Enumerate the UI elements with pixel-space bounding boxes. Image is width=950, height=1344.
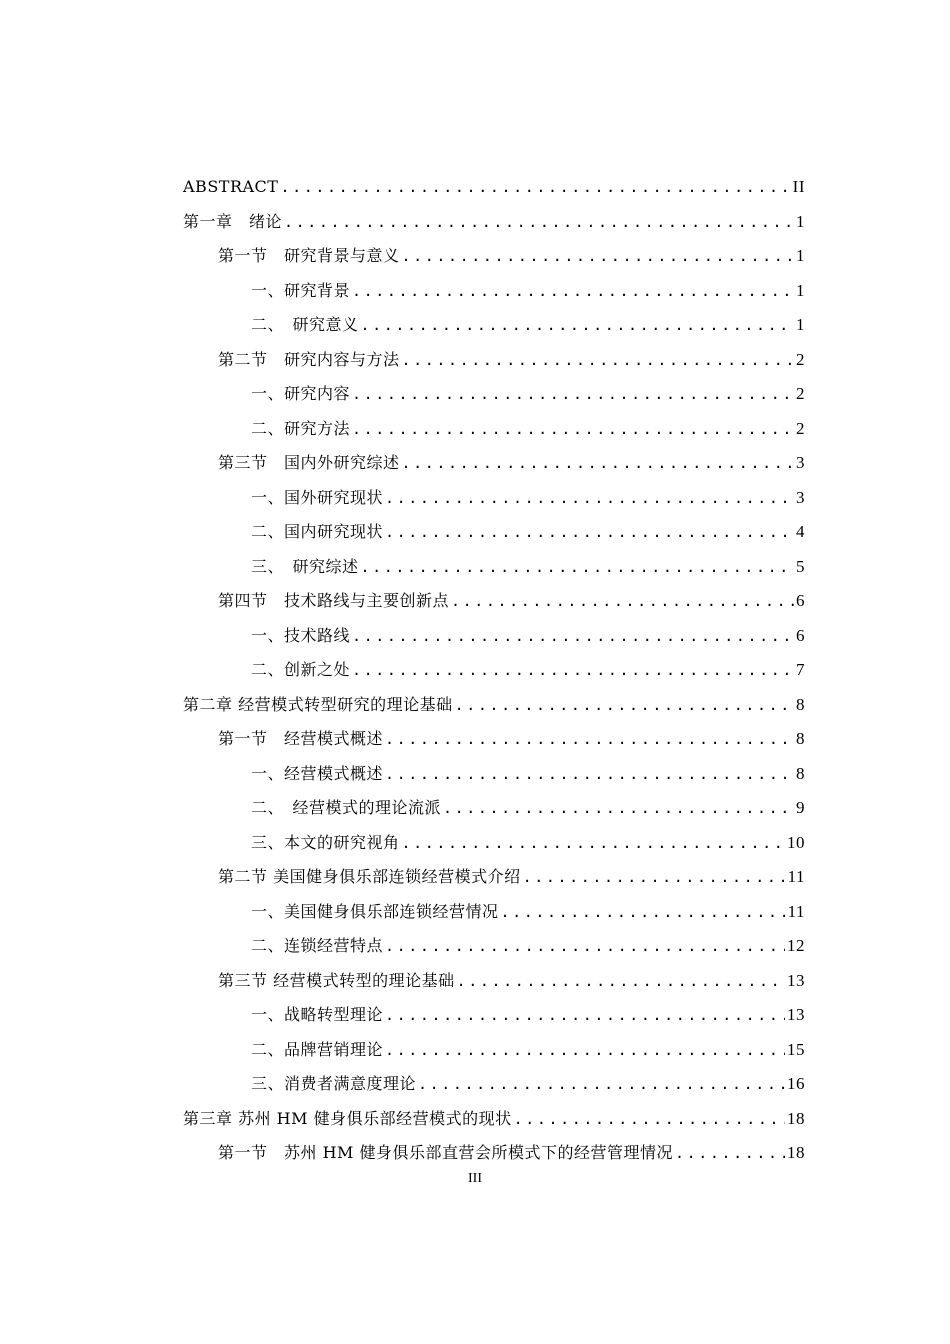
toc-entry[interactable] [183, 343, 805, 378]
toc-entry-page: 8 [796, 694, 805, 714]
toc-entry-title: 一、研究内容 [251, 384, 351, 403]
toc-entry[interactable] [183, 1136, 805, 1171]
toc-entry-page: 8 [796, 729, 805, 748]
toc-dot-leader [675, 1136, 785, 1171]
toc-entry-page: 2 [796, 418, 805, 438]
toc-entry[interactable] [183, 791, 805, 826]
toc-entry[interactable] [183, 412, 805, 447]
toc-entry-page: 6 [796, 625, 805, 645]
toc-entry-page: 11 [787, 867, 805, 886]
toc-entry-title: 第三节 经营模式转型的理论基础 [218, 970, 455, 990]
toc-dot-leader [280, 170, 790, 205]
toc-entry-page: II [792, 177, 805, 196]
toc-entry-title: 二、 研究意义 [251, 315, 359, 334]
toc-entry[interactable] [183, 481, 805, 516]
toc-entry-page: 18 [787, 1108, 805, 1128]
toc-dot-leader [402, 343, 794, 378]
toc-entry-page: 15 [787, 1039, 805, 1059]
toc-entry-page: 1 [796, 280, 805, 300]
toc-entry-title: 第三节 国内外研究综述 [218, 453, 400, 472]
toc-entry-page: 7 [796, 660, 805, 679]
toc-dot-leader [352, 653, 794, 688]
toc-dot-leader [361, 308, 794, 343]
toc-entry-title: 第一节 经营模式概述 [218, 729, 384, 748]
toc-entry-title: ABSTRACT [183, 177, 279, 196]
toc-entry-title: 一、技术路线 [251, 625, 351, 645]
toc-entry[interactable] [183, 446, 805, 481]
toc-entry[interactable] [183, 998, 805, 1033]
toc-entry-page: 1 [796, 211, 805, 231]
toc-entry-title: 二、创新之处 [251, 660, 351, 679]
toc-entry[interactable] [183, 550, 805, 585]
toc-entry[interactable] [183, 929, 805, 964]
toc-entry[interactable] [183, 619, 805, 654]
toc-dot-leader [402, 826, 785, 861]
toc-entry-page: 13 [787, 1005, 805, 1024]
toc-dot-leader [385, 1033, 785, 1068]
toc-entry-page: 6 [796, 591, 805, 610]
toc-dot-leader [455, 688, 794, 723]
toc-entry[interactable] [183, 1102, 805, 1137]
toc-entry[interactable] [183, 860, 805, 895]
toc-entry-page: 18 [787, 1143, 805, 1162]
toc-entry[interactable] [183, 274, 805, 309]
toc-dot-leader [385, 515, 794, 550]
toc-entry[interactable] [183, 308, 805, 343]
toc-entry-page: 16 [787, 1074, 805, 1093]
toc-entry-title: 第二章 经营模式转型研究的理论基础 [183, 694, 453, 714]
toc-entry[interactable] [183, 964, 805, 999]
toc-entry-title: 第二节 美国健身俱乐部连锁经营模式介绍 [218, 867, 521, 886]
toc-entry-page: 10 [787, 832, 805, 852]
toc-entry-page: 4 [796, 522, 805, 541]
toc-dot-leader [514, 1102, 785, 1137]
toc-entry[interactable] [183, 377, 805, 412]
toc-dot-leader [385, 998, 785, 1033]
toc-entry-title: 二、连锁经营特点 [251, 936, 384, 955]
toc-dot-leader [352, 377, 794, 412]
toc-dot-leader [523, 860, 786, 895]
toc-entry-title: 第四节 技术路线与主要创新点 [218, 591, 450, 610]
toc-entry-title: 一、经营模式概述 [251, 763, 384, 783]
toc-dot-leader [352, 412, 794, 447]
toc-dot-leader [451, 584, 794, 619]
toc-entry-title: 一、国外研究现状 [251, 487, 384, 507]
toc-entry-title: 二、国内研究现状 [251, 522, 384, 541]
toc-entry-title: 三、消费者满意度理论 [251, 1074, 417, 1093]
toc-entry-title: 三、 研究综述 [251, 556, 359, 576]
toc-entry[interactable] [183, 1033, 805, 1068]
toc-entry-title: 三、本文的研究视角 [251, 832, 400, 852]
toc-entry-page: 3 [796, 487, 805, 507]
toc-entry-title: 第一节 研究背景与意义 [218, 246, 400, 265]
toc-dot-leader [501, 895, 786, 930]
toc-entry[interactable] [183, 170, 805, 205]
toc-dot-leader [418, 1067, 785, 1102]
toc-entry-page: 11 [787, 901, 805, 921]
toc-entry-page: 2 [796, 349, 805, 369]
toc-entry[interactable] [183, 653, 805, 688]
toc-entry-title: 第一节 苏州 HM 健身俱乐部直营会所模式下的经营管理情况 [218, 1143, 674, 1162]
toc-entry[interactable] [183, 895, 805, 930]
toc-entry-page: 2 [796, 384, 805, 403]
toc-entry-title: 一、美国健身俱乐部连锁经营情况 [251, 901, 499, 921]
toc-dot-leader [443, 791, 794, 826]
toc-entry-page: 3 [796, 453, 805, 472]
toc-entry-title: 第三章 苏州 HM 健身俱乐部经营模式的现状 [183, 1108, 512, 1128]
toc-entry-page: 13 [787, 970, 805, 990]
toc-dot-leader [402, 446, 794, 481]
toc-dot-leader [385, 481, 794, 516]
toc-entry-title: 二、品牌营销理论 [251, 1039, 384, 1059]
toc-entry-title: 一、研究背景 [251, 280, 351, 300]
toc-entry-page: 8 [796, 763, 805, 783]
toc-entry[interactable] [183, 205, 805, 240]
toc-entry-page: 1 [796, 246, 805, 265]
toc-entry-title: 一、战略转型理论 [251, 1005, 384, 1024]
toc-entry[interactable] [183, 826, 805, 861]
toc-dot-leader [352, 274, 794, 309]
toc-entry[interactable] [183, 688, 805, 723]
toc-entry-title: 第二节 研究内容与方法 [218, 349, 400, 369]
toc-entry[interactable] [183, 515, 805, 550]
toc-entry-page: 9 [796, 798, 805, 817]
toc-dot-leader [385, 757, 794, 792]
toc-entry-page: 1 [796, 315, 805, 334]
toc-entry[interactable] [183, 584, 805, 619]
toc-dot-leader [457, 964, 785, 999]
toc-dot-leader [352, 619, 794, 654]
table-of-contents [183, 170, 805, 1171]
toc-entry[interactable] [183, 239, 805, 274]
page-number: III [468, 1171, 482, 1186]
toc-entry-title: 第一章 绪论 [183, 211, 283, 231]
toc-dot-leader [385, 929, 785, 964]
toc-dot-leader [284, 205, 794, 240]
toc-dot-leader [402, 239, 794, 274]
toc-entry-title: 二、 经营模式的理论流派 [251, 798, 442, 817]
toc-entry-title: 二、研究方法 [251, 418, 351, 438]
toc-entry[interactable] [183, 757, 805, 792]
toc-entry[interactable] [183, 1067, 805, 1102]
toc-dot-leader [361, 550, 794, 585]
toc-dot-leader [385, 722, 794, 757]
toc-entry-page: 12 [787, 936, 805, 955]
toc-entry-page: 5 [796, 556, 805, 576]
toc-entry[interactable] [183, 722, 805, 757]
